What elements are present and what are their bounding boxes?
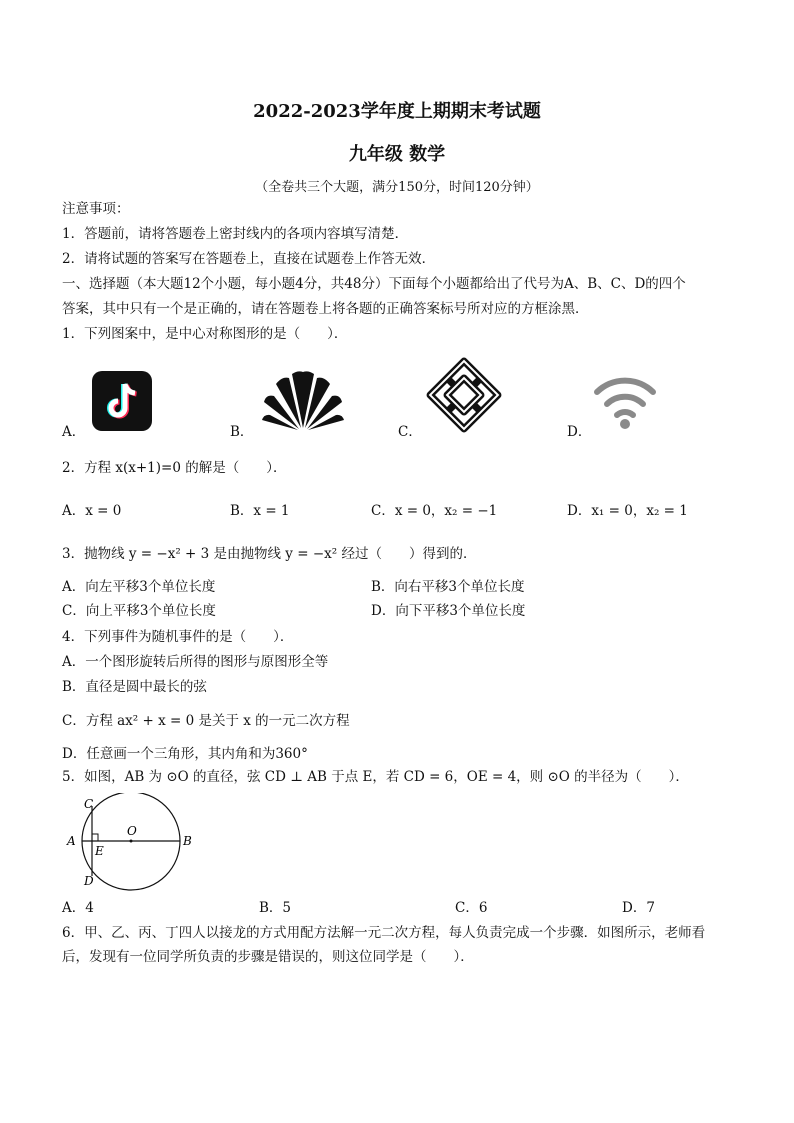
q2-option-b: B．x = 1 xyxy=(230,503,290,519)
q1-option-c-label: C． xyxy=(398,424,422,440)
q3-option-b: B．向右平移3个单位长度 xyxy=(371,579,525,595)
huawei-logo-icon xyxy=(262,368,344,434)
notes-heading: 注意事项： xyxy=(62,201,130,217)
tiktok-logo-icon xyxy=(92,371,152,435)
q6-line2: 后，发现有一位同学所负责的步骤是错误的，则这位同学是（ ）． xyxy=(62,949,474,965)
q3-option-d: D．向下平移3个单位长度 xyxy=(371,603,526,619)
q3-stem: 3．抛物线 y = −x² + 3 是由抛物线 y = −x² 经过（ ）得到的． xyxy=(62,546,477,562)
label-o: O xyxy=(127,824,137,838)
section1-intro-line1: 一、选择题（本大题12个小题，每小题4分，共48分）下面每个小题都给出了代号为A、B、C、D的四个 xyxy=(62,276,686,292)
q1-option-d-label: D． xyxy=(567,424,592,440)
q5-option-a: A．4 xyxy=(62,900,94,916)
label-b: B xyxy=(183,834,192,848)
q5-stem: 5．如图，AB 为 ⊙O 的直径，弦 CD ⊥ AB 于点 E，若 CD = 6，OE = 4，则 ⊙O 的半径为（ ）． xyxy=(62,769,689,785)
exam-title: 2022-2023学年度上期期末考试题 xyxy=(253,101,541,122)
section1-intro-line2: 答案，其中只有一个是正确的，请在答题卷上将各题的正确答案标号所对应的方框涂黑． xyxy=(62,301,589,317)
q4-stem: 4．下列事件为随机事件的是（ ）． xyxy=(62,629,294,645)
q1-stem: 1．下列图案中，是中心对称图形的是（ ）． xyxy=(62,326,348,342)
q5-option-c: C．6 xyxy=(455,900,488,916)
q2-option-a: A．x = 0 xyxy=(62,503,122,519)
note-1: 1．答题前，请将答题卷上密封线内的各项内容填写清楚． xyxy=(62,226,409,242)
q4-option-d: D．任意画一个三角形，其内角和为360° xyxy=(62,746,308,762)
q5-option-b: B．5 xyxy=(259,900,292,916)
q2-option-d: D．x₁ = 0，x₂ = 1 xyxy=(567,503,688,519)
right-angle-mark xyxy=(92,834,98,841)
circle-diagram xyxy=(62,793,202,897)
q4-option-b: B．直径是圆中最长的弦 xyxy=(62,679,207,695)
label-a: A xyxy=(67,834,76,848)
q4-option-c: C．方程 ax² + x = 0 是关于 x 的一元二次方程 xyxy=(62,713,350,729)
label-e: E xyxy=(95,844,104,858)
q1-option-a-label: A． xyxy=(62,424,86,440)
exam-info: （全卷共三个大题，满分150分，时间120分钟） xyxy=(255,180,539,195)
note-2: 2．请将试题的答案写在答题卷上，直接在试题卷上作答无效． xyxy=(62,251,436,267)
q2-stem: 2．方程 x(x+1)=0 的解是（ ）． xyxy=(62,460,287,476)
q5-option-d: D．7 xyxy=(622,900,655,916)
center-point xyxy=(130,840,133,843)
q6-line1: 6．甲、乙、丙、丁四人以接龙的方式用配方法解一元二次方程，每人负责完成一个步骤．如图所示，老师看 xyxy=(62,925,706,941)
label-d: D xyxy=(84,874,94,888)
q4-option-a: A．一个图形旋转后所得的图形与原图形全等 xyxy=(62,654,329,670)
label-c: C xyxy=(84,797,94,811)
wifi-icon xyxy=(592,372,658,434)
knot-logo-icon xyxy=(424,355,504,439)
exam-subtitle: 九年级 数学 xyxy=(348,144,446,165)
q3-option-c: C．向上平移3个单位长度 xyxy=(62,603,216,619)
q3-option-a: A．向左平移3个单位长度 xyxy=(62,579,216,595)
q2-option-c: C．x = 0，x₂ = −1 xyxy=(371,503,498,519)
q1-option-b-label: B． xyxy=(230,424,254,440)
